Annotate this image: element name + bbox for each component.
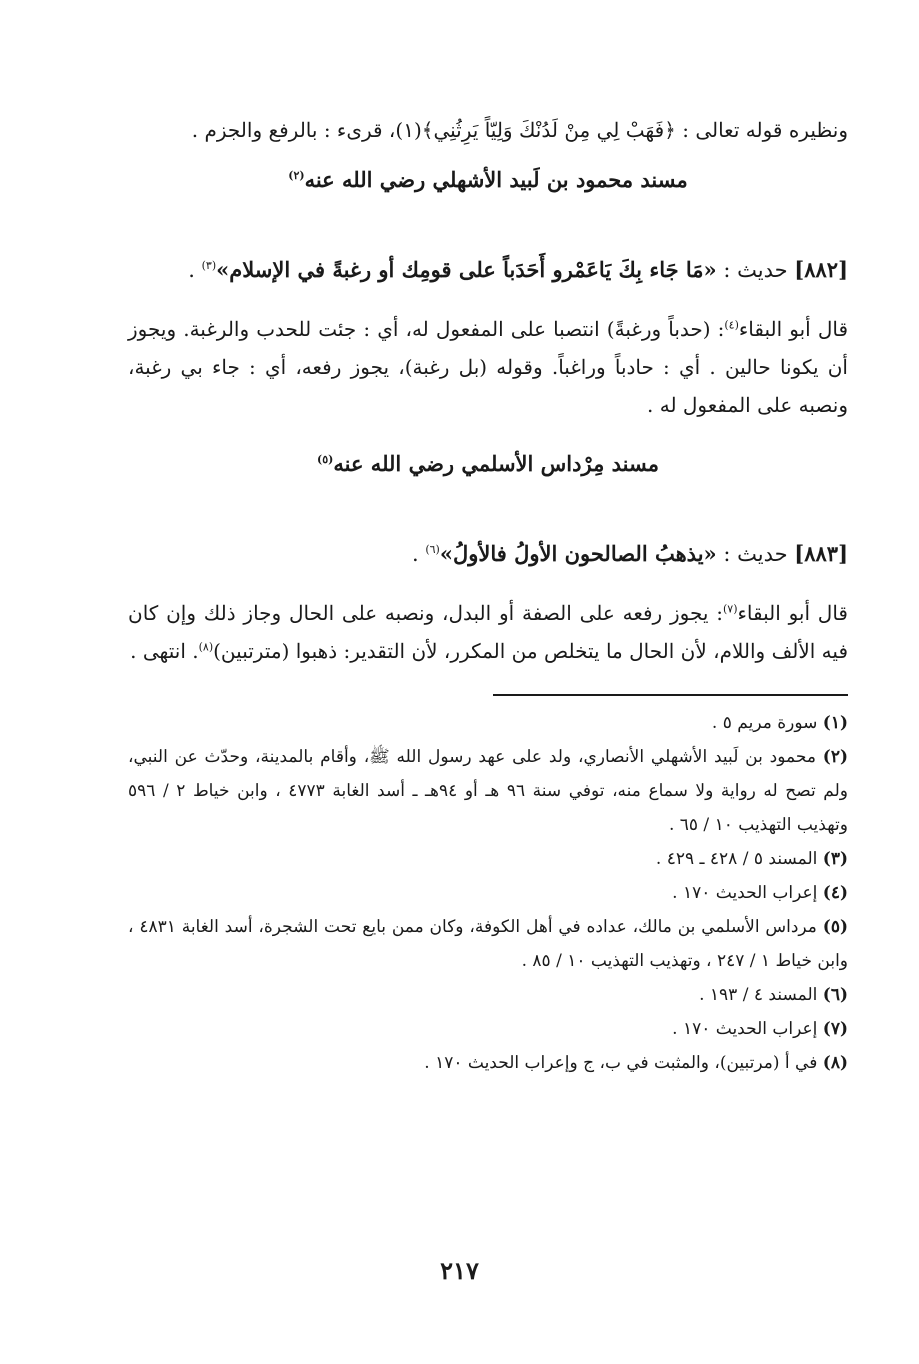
commentary-882 bbox=[128, 310, 848, 424]
footnote-ref: (٣) bbox=[201, 259, 217, 272]
hadith-label: حديث : bbox=[723, 542, 788, 566]
hadith-end: . bbox=[411, 542, 419, 566]
hadith-end: . bbox=[188, 258, 195, 282]
commentary-lead: قال أبو البقاء bbox=[737, 601, 848, 625]
commentary-text: : (حدباً ورغبةً) انتصبا على المفعول له، أي : جئت للحدب والرغبة. ويجوز أن يكونا حالين . أي : حادباً وراغباً. وقوله (بل رغبة)، يجوز رفعه، أي : جاء بي رغبة، ونصبه على المفعول له . bbox=[128, 317, 848, 417]
hadith-882 bbox=[128, 252, 848, 288]
footnote-divider bbox=[493, 694, 848, 696]
footnote-text: إعراب الحديث ١٧٠ . bbox=[672, 883, 818, 903]
footnote-item bbox=[128, 910, 848, 978]
footnote-item bbox=[128, 978, 848, 1012]
footnote-item bbox=[128, 740, 848, 842]
hadith-883 bbox=[128, 536, 848, 572]
section-heading-mahmoud bbox=[128, 162, 848, 198]
footnote-item bbox=[128, 1012, 848, 1046]
commentary-883 bbox=[128, 594, 848, 670]
footnote-item bbox=[128, 1046, 848, 1080]
footnote-ref: (٧) bbox=[722, 602, 738, 616]
footnote-ref: (٤) bbox=[724, 318, 739, 332]
footnote-text: سورة مريم ٥ . bbox=[711, 713, 818, 733]
commentary-tail: . انتهى . bbox=[130, 639, 199, 663]
section-heading-mirdas bbox=[128, 446, 848, 482]
page-body bbox=[128, 98, 848, 1080]
footnote-text: في أ (مرتبين)، والمثبت في ب، ج وإعراب الحديث ١٧٠ . bbox=[424, 1053, 818, 1073]
footnote-number: (٨) bbox=[822, 1053, 848, 1073]
heading-text: مسند مِرْداس الأسلمي رضي الله عنه bbox=[333, 451, 659, 476]
hadith-number: [٨٨٣] bbox=[794, 541, 848, 566]
footnote-ref: (٥) bbox=[317, 453, 334, 466]
footnote-ref: (٨) bbox=[198, 640, 214, 654]
page-number: ٢١٧ bbox=[440, 1256, 479, 1285]
footnote-text: مرداس الأسلمي بن مالك، عداده في أهل الكوفة، وكان ممن بايع تحت الشجرة، أسد الغابة ٤٨٣١ ، وابن خياط ١ / ٢٤٧ ، وتهذيب التهذيب ١٠ / ٨٥ . bbox=[128, 917, 848, 971]
footnote-text: المسند ٥ / ٤٢٨ ـ ٤٢٩ . bbox=[655, 849, 818, 869]
hadith-text: «يذهبُ الصالحون الأولُ فالأولُ» bbox=[439, 541, 717, 566]
commentary-text: : يجوز رفعه على الصفة أو البدل، ونصبه على الحال وجاز ذلك وإن كان فيه الألف واللام، لأن الحال ما يتخلص من المكرر، لأن التقدير: ذهبوا (مترتبين) bbox=[128, 601, 848, 663]
intro-line: ونظيره قوله تعالى : ﴿فَهَبْ لِي مِنْ لَدُنْكَ وَلِيّاً يَرِثُنِي﴾(١)، قرىء : بالرفع والجزم . bbox=[191, 118, 848, 142]
footnote-number: (٢) bbox=[822, 747, 848, 767]
hadith-label: حديث : bbox=[723, 258, 788, 282]
footnote-item bbox=[128, 842, 848, 876]
footnote-number: (١) bbox=[822, 713, 848, 733]
footnote-item bbox=[128, 706, 848, 740]
footnote-number: (٣) bbox=[822, 849, 848, 869]
footnote-number: (٧) bbox=[822, 1019, 848, 1039]
hadith-text: «مَا جَاء بِكَ يَاعَمْرو أَحَدَباً على قومِك أو رغبةً في الإسلام» bbox=[216, 257, 717, 282]
commentary-lead: قال أبو البقاء bbox=[738, 317, 849, 341]
footnote-number: (٥) bbox=[822, 917, 848, 937]
heading-text: مسند محمود بن لَبيد الأشهلي رضي الله عنه bbox=[304, 167, 688, 192]
footnotes bbox=[128, 706, 848, 1080]
footnote-text: إعراب الحديث ١٧٠ . bbox=[672, 1019, 818, 1039]
footnote-text: محمود بن لَبيد الأشهلي الأنصاري، ولد على عهد رسول الله ﷺ، وأقام بالمدينة، وحدّث عن النبي، ولم تصح له رواية ولا سماع منه، توفي سنة ٩٦ هـ أو ٩٤هـ ـ أسد الغابة ٤٧٧٣ ، وابن خياط ٢ / ٥٩٦ وتهذيب التهذيب ١٠ / ٦٥ . bbox=[128, 747, 848, 835]
hadith-number: [٨٨٢] bbox=[794, 257, 848, 282]
footnote-number: (٤) bbox=[822, 883, 848, 903]
footnote-number: (٦) bbox=[822, 985, 848, 1005]
footnote-ref: (٦) bbox=[425, 543, 440, 556]
footnote-item bbox=[128, 876, 848, 910]
footnote-ref: (٢) bbox=[288, 169, 305, 182]
footnote-text: المسند ٤ / ١٩٣ . bbox=[699, 985, 818, 1005]
